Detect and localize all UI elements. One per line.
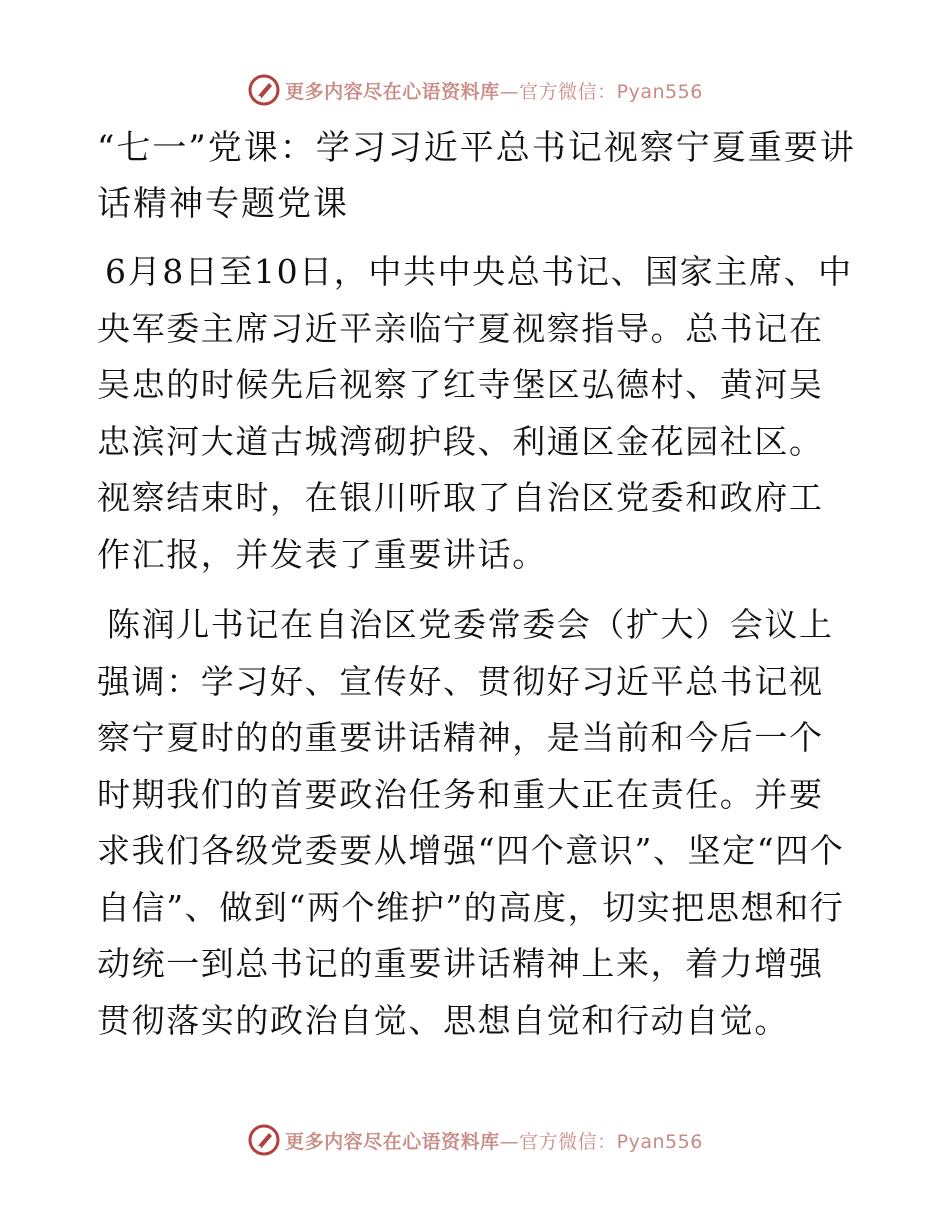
watermark-dash: — (499, 80, 520, 103)
pen-nib-circle-icon (247, 73, 281, 107)
document-body (97, 120, 857, 1063)
watermark-main: 更多内容尽在心语资料库 (285, 1130, 500, 1153)
watermark-text (285, 77, 703, 104)
watermark-main: 更多内容尽在心语资料库 (285, 80, 500, 103)
watermark-header (0, 70, 950, 110)
pen-nib-circle-icon (247, 1123, 281, 1157)
watermark-dash: — (499, 1130, 520, 1153)
watermark-contact: 官方微信：Pyan556 (519, 80, 703, 103)
paragraph: 6月8日至10日，中共中央总书记、国家主席、中央军委主席习近平亲临宁夏视察指导。总书记在吴忠的时候先后视察了红寺堡区弘德村、黄河吴忠滨河大道古城湾砌护段、利通区金花园社区。视察结束时，在银川听取了自治区党委和政府工作汇报，并发表了重要讲话。 (97, 252, 853, 574)
paragraph: 陈润儿书记在自治区党委常委会（扩大）会议上强调：学习好、宣传好、贯彻好习近平总书记视察宁夏时的的重要讲话精神，是当前和今后一个时期我们的首要政治任务和重大正在责任。并要求我们各级党委要从增强“四个意识”、坚定“四个自信”、做到“两个维护”的高度，切实把思想和行动统一到总书记的重要讲话精神上来，着力增强贯彻落实的政治自觉、思想自觉和行动自觉。 (97, 605, 845, 1040)
document-title: “七一”党课：学习习近平总书记视察宁夏重要讲话精神专题党课 (97, 128, 856, 224)
watermark-footer (0, 1120, 950, 1160)
watermark-contact: 官方微信：Pyan556 (519, 1130, 703, 1153)
watermark-text (285, 1127, 703, 1154)
